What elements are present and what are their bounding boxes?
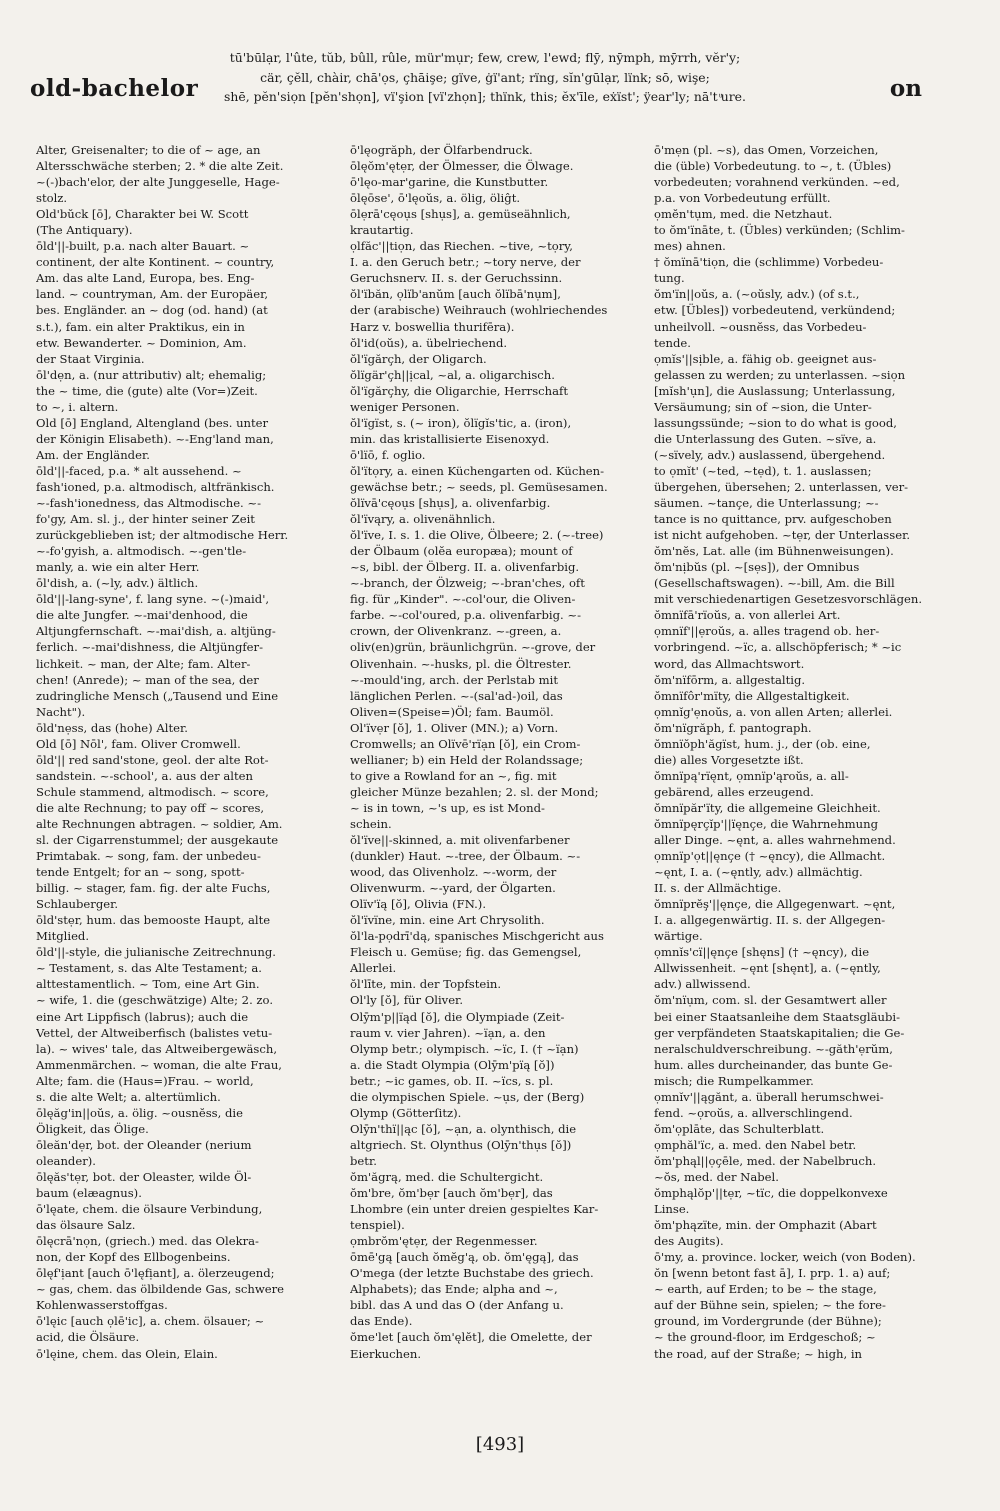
dictionary-line: weniger Personen. [350,399,460,414]
dictionary-line: ōlęcrā'nọn, (griech.) med. das Olekra- [36,1234,259,1249]
dictionary-line: Geruchsnerv. II. s. der Geruchssinn. [350,271,563,286]
dictionary-line: betr. [350,1153,377,1168]
dictionary-line: II. s. der Allmächtige. [654,881,782,896]
dictionary-line: lassungssünde; ~sion to do what is good, [654,415,897,430]
dictionary-line: das ölsaure Salz. [36,1218,136,1233]
dictionary-line: ō'lęate, chem. die ölsaure Verbindung, [36,1202,263,1217]
dictionary-line: ŏl'ïbăn, ọlïb'anŭm [auch ŏlïbā'nụm], [350,287,561,302]
dictionary-line: oleander). [36,1153,96,1168]
dictionary-line: fash'ioned, p.a. altmodisch, altfränkisch. [36,479,275,494]
dictionary-line: eine Art Lippfisch (labrus); auch die [36,1009,249,1024]
dictionary-line: die olympischen Spiele. ~ụs, der (Berg) [350,1089,585,1104]
dictionary-line: † ŏmïnā'tiọn, die (schlimme) Vorbedeu- [654,255,884,270]
dictionary-line: tende. [654,335,691,350]
dictionary-line: übergehen, übersehen; 2. unterlassen, ver- [654,479,909,494]
dictionary-line: ō'my, a. province. locker, weich (von Boden). [654,1250,916,1265]
dictionary-line: Lhombre (ein unter dreien gespieltes Kar- [350,1202,599,1217]
dictionary-line: Fleisch u. Gemüse; fig. das Gemengsel, [350,945,582,960]
dictionary-line: ọmĕn'tụm, med. die Netzhaut. [654,207,833,222]
dictionary-line: ~ is in town, ~'s up, es ist Mond- [350,800,545,815]
dictionary-line: ~ wife, 1. die (geschwätzige) Alte; 2. zo. [36,993,274,1008]
dictionary-line: Olymp (Götterſitz). [350,1105,462,1120]
dictionary-line: Olivenhain. ~-husks, pl. die Öltrester. [350,656,572,671]
dictionary-line: ōld'||-built, p.a. nach alter Bauart. ~ [36,239,250,254]
dictionary-line: betr.; ~ic games, ob. II. ~ïcs, s. pl. [350,1073,554,1088]
dictionary-line: the road, auf der Straße; ~ high, in [654,1346,863,1361]
dictionary-line: ŏl'ïgărçhy, die Oligarchie, Herrschaft [350,383,568,398]
dictionary-line: ŏmnïprĕş'||ęnçe, die Allgegenwart. ~ęnt, [654,897,896,912]
dictionary-line: des Augits). [654,1234,724,1249]
dictionary-line: tenspiel). [350,1218,405,1233]
dictionary-line: ō'lïō, f. oglio. [350,447,426,462]
dictionary-line: ŏl'id(oŭs), a. übelriechend. [350,335,508,350]
dictionary-line: ~s, bibl. der Ölberg. II. a. olivenfarbig. [350,560,580,575]
dictionary-line: chen! (Anrede); ~ man of the sea, der [36,672,259,687]
dictionary-line: ~-mould'ing, arch. der Perlstab mit [350,672,559,687]
dictionary-line: (dunkler) Haut. ~-tree, der Ölbaum. ~- [350,849,581,864]
dictionary-line: Vettel, der Altweiberfisch (balistes vetu- [36,1025,273,1040]
dictionary-line: Primtabak. ~ song, fam. der unbedeu- [36,849,261,864]
dictionary-line: ŏl'ïgărçh, der Oligarch. [350,351,487,366]
dictionary-line: ground, im Vordergrunde (der Bühne); [654,1314,882,1329]
dictionary-line: Am. das alte Land, Europa, bes. Eng- [36,271,255,286]
dictionary-line: ŏm'nịbŭs (pl. ~[sẹs]), der Omnibus [654,560,860,575]
dictionary-line: tung. [654,271,685,286]
dictionary-line: a. die Stadt Olympia (Olȳm'pïą [ŏ]) [350,1057,555,1072]
dictionary-line: Alter, Greisenalter; to die of ~ age, an [36,143,261,157]
dictionary-line: ŏm'phązïte, min. der Omphazit (Abart [654,1218,877,1233]
dictionary-line: s.t.), fam. ein alter Praktikus, ein in [36,319,245,334]
dictionary-line: Old'bŭck [ō], Charakter bei W. Scott [36,207,249,222]
dictionary-line: ō'lęo-mar'garine, die Kunstbutter. [350,175,549,190]
dictionary-line: billig. ~ stager, fam. fig. der alte Fuchs, [36,881,271,896]
dictionary-line: ~ęnt, I. a. (~ęntly, adv.) allmächtig. [654,865,863,880]
dictionary-line: Old [ō] England, Altengland (bes. unter [36,415,269,430]
dictionary-line: ~-fash'ionedness, das Altmodische. ~- [36,496,262,511]
dictionary-line: Nacht"). [36,704,86,719]
dictionary-line: O'mega (der letzte Buchstabe des griech. [350,1266,594,1281]
dictionary-line: Schlauberger. [36,897,119,912]
dictionary-line: ọlfăc'||tiọn, das Riechen. ~tive, ~tọry, [350,239,573,254]
dictionary-line: aller Dinge. ~ęnt, a. alles wahrnehmend. [654,833,896,848]
dictionary-line: ōl'dẹn, a. (nur attributiv) alt; ehemalig; [36,367,267,382]
dictionary-line: ŏm'phąl||ọçēle, med. der Nabelbruch. [654,1153,877,1168]
dictionary-line: ~ the ground-floor, im Erdgeschoß; ~ [654,1330,876,1345]
dictionary-line: to ọmĭt' (~ted, ~tẹd), t. 1. auslassen; [654,463,872,478]
pronunciation-key-line: shē, pĕn'siọn [pĕn'shọn], vï'şion [vï'zhọn]; thïnk, this; ĕx'īle, eẋïst'; ÿear'ly; nā't ͧure. [224,89,746,104]
dictionary-line: etw. Bewanderter. ~ Dominion, Am. [36,335,247,350]
dictionary-line: p.a. von Vorbedeutung erfüllt. [654,191,831,206]
dictionary-line: ferlich. ~-mai'dishness, die Altjüngfer- [36,640,263,655]
dictionary-line: ŏmnïfôr'mïty, die Allgestaltigkeit. [654,688,850,703]
dictionary-line: Olïv'ïą [ŏ], Olivia (FN.). [350,897,486,912]
dictionary-line: ọmnïf'||ẹroŭs, a. alles tragend ob. her- [654,624,880,639]
guide-word-right: on [889,75,922,102]
dictionary-line: ŏn [wenn betont fast ā], I. prp. 1. a) auf; [654,1266,891,1281]
dictionary-line: ŏl'ïvąry, a. olivenähnlich. [350,512,496,527]
dictionary-line: to ~, i. altern. [36,399,119,414]
dictionary-line: der Königin Elisabeth). ~-Eng'land man, [36,431,274,446]
dictionary-line: ~(-)bach'elor, der alte Junggeselle, Hage- [36,175,280,190]
dictionary-line: neralschuldverschreibung. ~-găth'ẹrŭm, [654,1041,893,1056]
dictionary-line: vorbedeuten; vorahnend verkünden. ~ed, [654,175,900,190]
dictionary-line: ọmnĭs'cï||ęnçe [shęns] († ~ęncy), die [654,945,870,960]
dictionary-line: ŏmnïpęrçĭp'||ïęnçe, die Wahrnehmung [654,816,879,831]
dictionary-line: ōlęf'ịant [auch ō'lęfịant], a. ölerzeugend; [36,1266,275,1281]
dictionary-line: ọmbrŏm'ętẹr, der Regenmesser. [350,1234,538,1249]
dictionary-line: krautartig. [350,223,414,238]
dictionary-line: mes) ahnen. [654,239,726,254]
dictionary-line: Alphabets); das Ende; alpha and ~, [350,1282,558,1297]
dictionary-line: die alte Jungfer. ~-mai'denhood, die [36,608,248,623]
dictionary-line: fig. für „Kinder". ~-col'our, die Oliven- [350,592,576,607]
dictionary-line: I. a. den Geruch betr.; ~tory nerve, der [350,255,581,270]
dictionary-line: raum v. vier Jahren). ~ïạn, a. den [350,1025,546,1040]
dictionary-line: wärtige. [654,929,703,944]
dictionary-line: hum. alles durcheinander, das bunte Ge- [654,1057,893,1072]
dictionary-line: ist nicht aufgehoben. ~tẹr, der Unterlasser. [654,528,911,543]
dictionary-line: auf der Bühne sein, spielen; ~ the fore- [654,1298,886,1313]
dictionary-line: ŏm'nïfōrm, a. allgestaltig. [654,672,806,687]
dictionary-line: ōlẹrā'cęoụs [shụs], a. gemüseähnlich, [350,207,571,222]
dictionary-line: (The Antiquary). [36,223,133,238]
dictionary-line: farbe. ~-col'oured, p.a. olivenfarbig. ~- [350,608,582,623]
dictionary-line: ọmĭs'||sịble, a. fähig ob. geeignet aus- [654,351,877,366]
dictionary-line: gebärend, alles erzeugend. [654,784,814,799]
dictionary-line: bibl. das A und das O (der Anfang u. [350,1298,564,1313]
dictionary-line: ōmē'gą [auch ŏmĕg'ą, ob. ŏm'ęgą], das [350,1250,579,1265]
dictionary-line: [mĭsh'ụn], die Auslassung; Unterlassung, [654,383,896,398]
dictionary-line: ōld'||-faced, p.a. * alt aussehend. ~ [36,463,242,478]
dictionary-column-left [36,142,332,1460]
dictionary-line: gewächse betr.; ~ seeds, pl. Gemüsesamen. [350,479,608,494]
dictionary-line: länglichen Perlen. ~-(sal'ad-)oil, das [350,688,563,703]
dictionary-line: acid, die Ölsäure. [36,1330,140,1345]
dictionary-column-right [654,142,940,1460]
dictionary-line: fend. ~ọroŭs, a. allverschlingend. [654,1105,853,1120]
dictionary-line: alte Rechnungen abtragen. ~ soldier, Am. [36,816,283,831]
dictionary-line: ōld'|| red sand'stone, geol. der alte Rot- [36,752,269,767]
dictionary-line: ŏmnïpą'rïęnt, ọmnïp'ąroŭs, a. all- [654,768,849,783]
dictionary-line: (Gesellschaftswagen). ~-bill, Am. die Bill [654,576,895,591]
dictionary-line: ŏlïvā'cęoụs [shụs], a. olivenfarbig. [350,496,551,511]
dictionary-line: fo'gy, Am. sl. j., der hinter seiner Zeit [36,512,255,527]
dictionary-line: ŏmnïfā'rïoŭs, a. von allerlei Art. [654,608,841,623]
dictionary-line: to ŏm'ïnāte, t. (Übles) verkünden; (Schlim- [654,223,905,238]
dictionary-line: ŏme'let [auch ŏm'ęlĕt], die Omelette, der [350,1330,592,1345]
dictionary-line: la). ~ wives' tale, das Altweibergewäsch, [36,1041,278,1056]
dictionary-line: word, das Allmachtswort. [654,656,805,671]
dictionary-line: ~ gas, chem. das ölbildende Gas, schwere [36,1282,285,1297]
dictionary-line: säumen. ~tançe, die Unterlassung; ~- [654,496,879,511]
dictionary-line: Altjungfernschaft. ~-mai'dish, a. altjüng- [36,624,276,639]
dictionary-line: Oliven=(Speise=)Öl; fam. Baumöl. [350,704,554,719]
dictionary-line: sandstein. ~-school', a. aus der alten [36,768,253,783]
dictionary-line: ŏl'līte, min. der Topfstein. [350,977,502,992]
dictionary-line: continent, der alte Kontinent. ~ country, [36,255,275,270]
dictionary-line: alttestamentlich. ~ Tom, eine Art Gin. [36,977,260,992]
dictionary-line: ō'lęogrăph, der Ölfarbendruck. [350,143,533,157]
dictionary-line: zurückgeblieben ist; der altmodische Herr. [36,528,289,543]
dictionary-line: mit verschiedenartigen Gesetzesvorschlägen. [654,592,923,607]
dictionary-line: Am. der Engländer. [36,447,150,462]
dictionary-line: ŏlïgär'çh||ịcal, ~al, a. oligarchisch. [350,367,555,382]
dictionary-line: Mitglied. [36,929,90,944]
dictionary-line: der Ölbaum (olĕa europæa); mount of [350,544,573,559]
pronunciation-key [205,48,765,107]
dictionary-line: ŏl'ïgïst, s. (~ iron), ŏlïgĭs'tic, a. (iron), [350,415,572,430]
dictionary-line: (~sïvely, adv.) auslassend, übergehend. [654,447,886,462]
dictionary-line: vorbringend. ~ïc, a. allschöpferisch; * ~ic [654,640,902,655]
dictionary-line: Olȳn'thï||ąc [ŏ], ~ạn, a. olynthisch, die [350,1121,577,1136]
dictionary-line: Öligkeit, das Ölige. [36,1121,149,1136]
dictionary-line: ŏl'ïvïne, min. eine Art Chrysolith. [350,913,545,928]
dictionary-line: ọmphăl'ïc, a. med. den Nabel betr. [654,1137,857,1152]
dictionary-line: stolz. [36,191,68,206]
dictionary-line: Alte; fam. die (Haus=)Frau. ~ world, [36,1073,254,1088]
dictionary-line: ōl'dish, a. (~ly, adv.) ältlich. [36,576,199,591]
dictionary-line: ~ earth, auf Erden; to be ~ the stage, [654,1282,877,1297]
dictionary-line: Ol'ïvẹr [ŏ], 1. Oliver (MN.); a) Vorn. [350,720,559,735]
dictionary-line: Versäumung; sin of ~sion, die Unter- [654,399,872,414]
dictionary-line: ọmnĭg'ẹnoŭs, a. von allen Arten; allerlei. [654,704,893,719]
dictionary-line: ŏmnïŏph'ăgïst, hum. j., der (ob. eine, [654,736,871,751]
dictionary-line: crown, der Olivenkranz. ~-green, a. [350,624,562,639]
dictionary-line: Olivenwurm. ~-yard, der Ölgarten. [350,881,556,896]
dictionary-line: der (arabische) Weihrauch (wohlriechendes [350,303,608,318]
dictionary-line: unheilvoll. ~ousnĕss, das Vorbedeu- [654,319,867,334]
dictionary-line: ŏm'nĕs, Lat. alle (im Bühnenweisungen). [654,544,894,559]
dictionary-line: tance is no quittance, prv. aufgeschoben [654,512,892,527]
dictionary-line: etw. [Übles]) vorbedeutend, verkündend; [654,303,896,318]
dictionary-line: Ammenmärchen. ~ woman, die alte Frau, [36,1057,282,1072]
dictionary-line: schein. [350,816,392,831]
dictionary-line: Kohlenwasserstoffgas. [36,1298,168,1313]
dictionary-line: das Ende). [350,1314,413,1329]
dictionary-line: land. ~ countryman, Am. der Europäer, [36,287,269,302]
page-number: [493] [475,1434,525,1455]
dictionary-column-middle [350,142,639,1460]
dictionary-line: wellianer; b) ein Held der Rolandssage; [350,752,584,767]
dictionary-line: altgriech. St. Olynthus (Olȳn'thụs [ŏ]) [350,1137,572,1152]
dictionary-line: ŏm'nïgrăph, f. pantograph. [654,720,812,735]
dictionary-line: s. die alte Welt; a. altertümlich. [36,1089,221,1104]
dictionary-line: Allwissenheit. ~ęnt [shęnt], a. (~ęntly, [654,961,881,976]
dictionary-line: die Unterlassung des Guten. ~sïve, a. [654,431,877,446]
dictionary-line: die (üble) Vorbedeutung. to ~, t. (Übles) [654,159,892,174]
dictionary-line: ŏm'nïụm, com. sl. der Gesamtwert aller [654,993,887,1008]
dictionary-line: ~ŏs, med. der Nabel. [654,1170,779,1184]
dictionary-line: der Staat Virginia. [36,351,145,366]
dictionary-line: misch; die Rumpelkammer. [654,1073,814,1088]
dictionary-line: sl. der Cigarrenstummel; der ausgekaute [36,833,279,848]
dictionary-line: bes. Engländer. an ~ dog (od. hand) (at [36,303,268,318]
dictionary-line: ŏl'ïve||-skinned, a. mit olivenfarbener [350,833,570,848]
dictionary-line: Allerlei. [350,961,397,976]
dictionary-line: Altersschwäche sterben; 2. * die alte Zeit. [36,159,284,174]
dictionary-line: ger verpfändeten Staatskapitalien; die Ge- [654,1025,905,1040]
dictionary-line: ~ Testament, s. das Alte Testament; a. [36,961,262,976]
dictionary-line: zudringliche Mensch („Tausend und Eine [36,688,279,703]
dictionary-line: manly, a. wie ein alter Herr. [36,560,200,575]
pronunciation-key-line: cär, çĕll, chàir, chā'ọs, çhāişe; gïve, ġï'ant; rïng, sĭn'gūlạr, lïnk; sō, wişe; [260,69,710,85]
dictionary-line: min. das kristallisierte Eisenoxyd. [350,431,550,446]
dictionary-line: bei einer Staatsanleihe dem Staatsgläubi- [654,1009,901,1024]
dictionary-line: ~-branch, der Ölzweig; ~-bran'ches, oft [350,576,585,591]
dictionary-line: ŏm'bre, ŏm'bẹr [auch ŏm'bẹr], das [350,1186,553,1201]
dictionary-line: ōlęăg'in||oŭs, a. ölig. ~ousnĕss, die [36,1105,243,1120]
dictionary-line: ŏm'ăgrą, med. die Schultergicht. [350,1170,544,1184]
dictionary-line: ōld'nẹss, das (hohe) Alter. [36,720,188,735]
dictionary-line: ŏm'ïn||oŭs, a. (~oŭsly, adv.) (of s.t., [654,287,860,302]
dictionary-line: ō'lęine, chem. das Olein, Elain. [36,1346,218,1361]
dictionary-line: Olymp betr.; olympisch. ~ïc, I. († ~ïạn) [350,1041,579,1056]
dictionary-line: to give a Rowland for an ~, fig. mit [350,768,557,783]
dictionary-line: gelassen zu werden; zu unterlassen. ~siọn [654,367,906,382]
dictionary-line: ōleăn'dẹr, bot. der Oleander (nerium [36,1137,252,1152]
dictionary-line: Schule stammend, altmodisch. ~ score, [36,784,269,799]
guide-word-left: old-bachelor [30,75,199,102]
dictionary-line: ōlęōse', ō'lęoŭs, a. ölig, öliĝt. [350,191,521,206]
dictionary-line: ōld'||-lang-syne', f. lang syne. ~(-)maid', [36,592,270,607]
dictionary-line: ōld'||-style, die julianische Zeitrechnung. [36,945,276,960]
dictionary-line: ōlęăs'tẹr, bot. der Oleaster, wilde Öl- [36,1170,252,1184]
dictionary-line: ọmnïp'ọt||ęnçe († ~ęncy), die Allmacht. [654,849,886,864]
dictionary-line: die alte Rechnung; to pay off ~ scores, [36,800,265,815]
dictionary-line: Linse. [654,1202,690,1217]
dictionary-line: ŏl'ïtọry, a. einen Küchengarten od. Küchen- [350,463,605,478]
dictionary-line: gleicher Münze bezahlen; 2. sl. der Mond; [350,784,599,799]
dictionary-line: wood, das Olivenholz. ~-worm, der [350,865,557,880]
dictionary-line: die) alles Vorgesetzte ißt. [654,752,804,767]
dictionary-line: Olȳm'p||ïąd [ŏ], die Olympiade (Zeit- [350,1009,565,1024]
dictionary-line: ōlęŏm'ętẹr, der Ölmesser, die Ölwage. [350,159,574,174]
dictionary-line: ŏl'la-pọdrī'dą, spanisches Mischgericht aus [350,929,604,944]
dictionary-line: lichkeit. ~ man, der Alte; fam. Alter- [36,656,251,671]
dictionary-line: ~-fo'gyish, a. altmodisch. ~-gen'tle- [36,544,247,559]
dictionary-line: Eierkuchen. [350,1346,422,1361]
dictionary-line: Cromwells; an Olïvē'rïạn [ŏ], ein Crom- [350,736,581,751]
dictionary-line: ōld'stẹr, hum. das bemooste Haupt, alte [36,913,271,928]
dictionary-line: ŏmnïpăr'ïty, die allgemeine Gleichheit. [654,800,881,815]
dictionary-line: Harz v. boswellia thurifēra). [350,319,515,334]
dictionary-line: tende Entgelt; for an ~ song, spott- [36,865,245,880]
dictionary-line: ŏl'ïve, I. s. 1. die Olive, Ölbeere; 2. (~-tree) [350,528,604,543]
dictionary-line: adv.) allwissend. [654,977,751,992]
dictionary-line: baum (elæagnus). [36,1186,142,1201]
dictionary-line: ŏm'ọplāte, das Schulterblatt. [654,1121,825,1136]
dictionary-line: I. a. allgegenwärtig. II. s. der Allgegen- [654,913,886,928]
dictionary-line: ō'mẹn (pl. ~s), das Omen, Vorzeichen, [654,143,879,157]
dictionary-line: non, der Kopf des Ellbogenbeins. [36,1250,231,1265]
dictionary-line: the ~ time, die (gute) alte (Vor=)Zeit. [36,383,258,398]
dictionary-line: oliv(en)grün, bräunlichgrün. ~-grove, der [350,640,596,655]
dictionary-line: ŏmphąlŏp'||tẹr, ~tïc, die doppelkonvexe [654,1186,888,1201]
dictionary-line: ō'lęic [auch ọlē'ic], a. chem. ölsauer; ~ [36,1314,265,1329]
dictionary-line: Ol'ly [ŏ], für Oliver. [350,993,464,1008]
dictionary-line: Old [ō] Nōl', fam. Oliver Cromwell. [36,736,241,751]
pronunciation-key-line: tū'būlạr, l'ûte, tŭb, bûll, rûle, mür'mụr; few, crew, l'ewd; flȳ, nȳmph, mȳrrh, vĕr'y; [229,50,741,65]
dictionary-line: ọmnĭv'||ągănt, a. überall herumschwei- [654,1089,884,1104]
